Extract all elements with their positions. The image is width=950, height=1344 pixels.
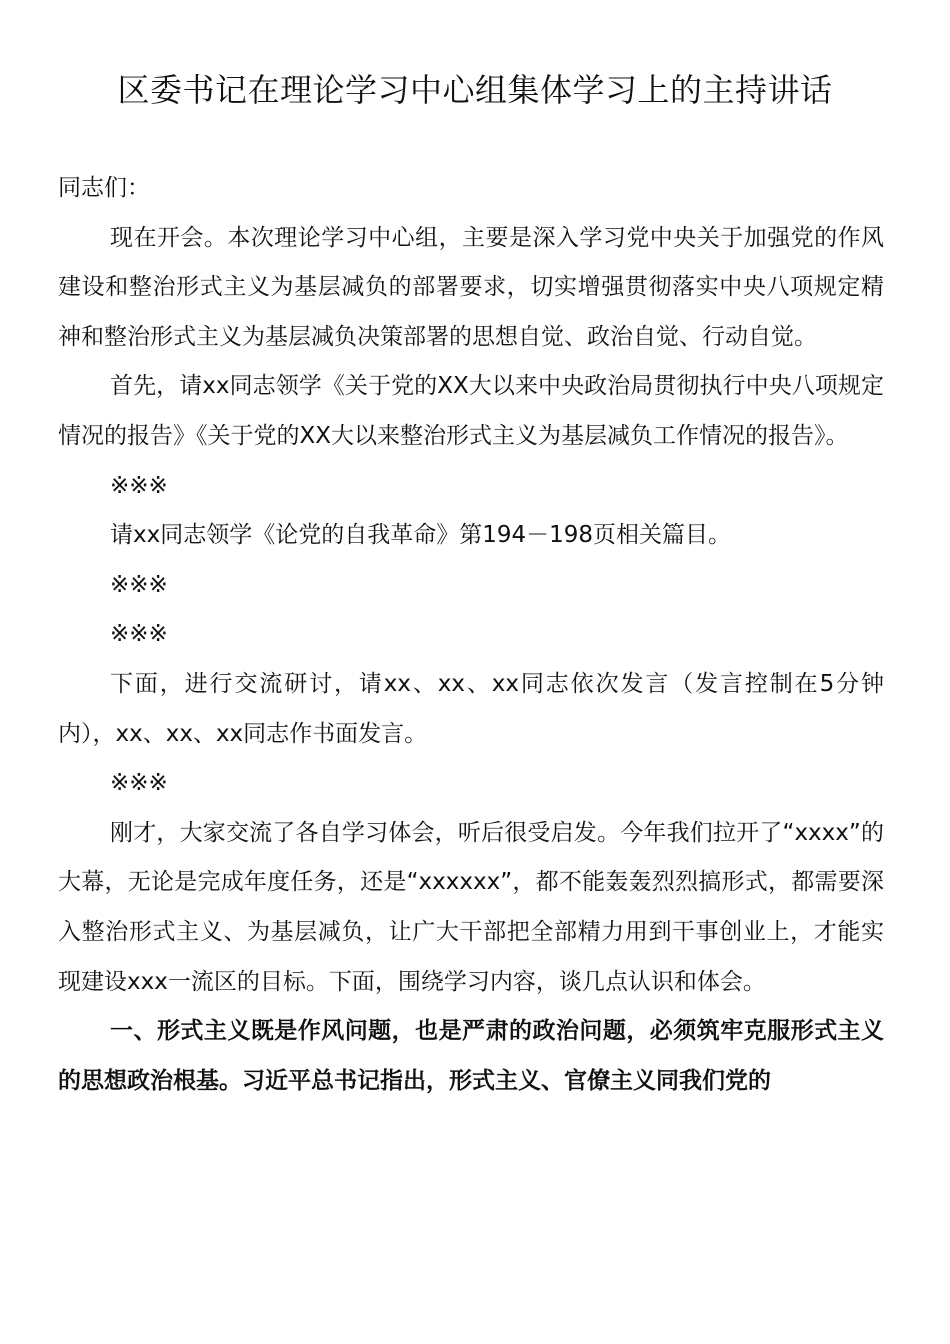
paragraph-second-reading: 请xx同志领学《论党的自我革命》第194－198页相关篇目。 [110, 522, 732, 549]
paragraph-opening: 现在开会。本次理论学习中心组，主要是深入学习党中央关于加强党的作风建设和整治形式主义为基层减负的部署要求，切实增强贯彻落实中央八项规定精神和整治形式主义为基层减负决策部署的思想自觉、政治自觉、行动自觉。 [58, 224, 884, 350]
section-heading-one: 一、形式主义既是作风问题，也是严肃的政治问题，必须筑牢克服形式主义的思想政治根基。习近平总书记指出，形式主义、官僚主义同我们党的 [58, 1018, 884, 1094]
salutation: 同志们： [58, 175, 150, 201]
separator-mark: ※※※ [110, 571, 168, 598]
separator-mark: ※※※ [110, 621, 168, 648]
separator-mark: ※※※ [110, 770, 168, 797]
paragraph-summary: 刚才，大家交流了各自学习体会，听后很受启发。今年我们拉开了“xxxx”的大幕，无论是完成年度任务，还是“xxxxxx”，都不能轰轰烈烈搞形式，都需要深入整治形式主义、为基层减负，让广大干部把全部精力用到干事创业上，才能实现建设xxx一流区的目标。下面，围绕学习内容，谈几点认识和体会。 [58, 819, 884, 995]
paragraph-discussion: 下面，进行交流研讨，请xx、xx、xx同志依次发言（发言控制在5分钟内），xx、xx、xx同志作书面发言。 [58, 670, 884, 747]
document-title: 区委书记在理论学习中心组集体学习上的主持讲话 [117, 71, 833, 109]
document-body [58, 164, 884, 1106]
separator-mark: ※※※ [110, 472, 168, 499]
paragraph-first-reading: 首先，请xx同志领学《关于党的XX大以来中央政治局贯彻执行中央八项规定情况的报告》《关于党的XX大以来整治形式主义为基层减负工作情况的报告》。 [58, 373, 884, 449]
